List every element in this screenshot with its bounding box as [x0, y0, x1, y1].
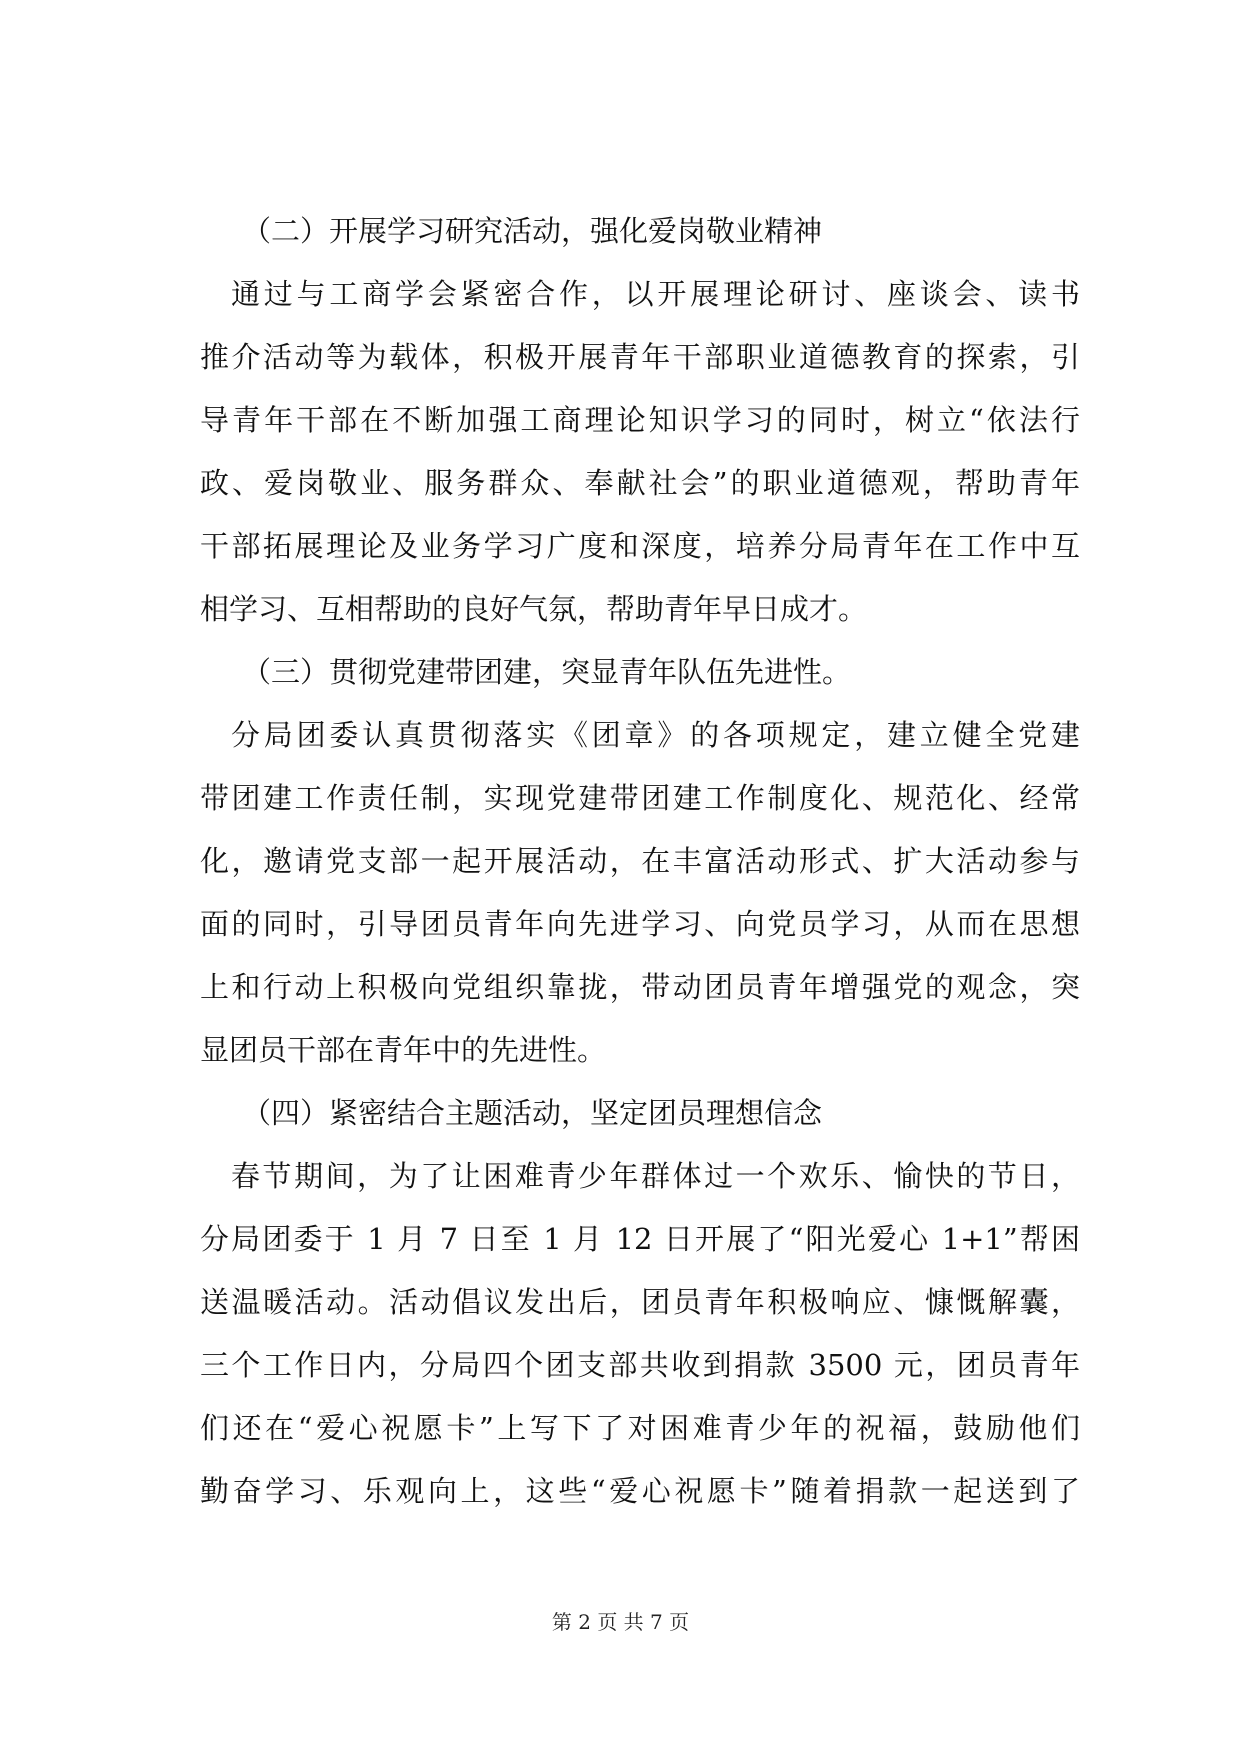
page-footer: 第 2 页 共 7 页: [551, 1610, 690, 1634]
paragraph-line: 通过与工商学会紧密合作，以开展理论研讨、座谈会、读书: [231, 277, 1080, 311]
paragraph-line: 们还在“爱心祝愿卡”上写下了对困难青少年的祝福，鼓励他们: [200, 1411, 1080, 1445]
paragraph-line: 相学习、互相帮助的良好气氛，帮助青年早日成才。: [200, 592, 868, 626]
paragraph-line: 化，邀请党支部一起开展活动，在丰富活动形式、扩大活动参与: [200, 844, 1080, 878]
section-heading: （三）贯彻党建带团建，突显青年队伍先进性。: [242, 655, 852, 689]
paragraph-line: 送温暖活动。活动倡议发出后，团员青年积极响应、慷慨解囊，: [200, 1285, 1080, 1319]
document-body: [200, 200, 1080, 1523]
paragraph-line: 显团员干部在青年中的先进性。: [200, 1033, 607, 1067]
section-heading: （二）开展学习研究活动，强化爱岗敬业精神: [242, 214, 823, 248]
paragraph-line: 推介活动等为载体，积极开展青年干部职业道德教育的探索，引: [200, 340, 1080, 374]
paragraph-line: 勤奋学习、乐观向上，这些“爱心祝愿卡”随着捐款一起送到了: [200, 1474, 1080, 1508]
paragraph-line: 分局团委于 1 月 7 日至 1 月 12 日开展了“阳光爱心 1+1”帮困: [200, 1222, 1080, 1256]
paragraph-line: 春节期间，为了让困难青少年群体过一个欢乐、愉快的节日，: [231, 1159, 1080, 1193]
section-heading: （四）紧密结合主题活动，坚定团员理想信念: [242, 1096, 823, 1130]
paragraph-line: 政、爱岗敬业、服务群众、奉献社会”的职业道德观，帮助青年: [200, 466, 1080, 500]
paragraph-line: 面的同时，引导团员青年向先进学习、向党员学习，从而在思想: [200, 907, 1080, 941]
paragraph-line: 上和行动上积极向党组织靠拢，带动团员青年增强党的观念，突: [200, 970, 1080, 1004]
paragraph-line: 带团建工作责任制，实现党建带团建工作制度化、规范化、经常: [200, 781, 1080, 815]
paragraph-line: 三个工作日内，分局四个团支部共收到捐款 3500 元，团员青年: [200, 1348, 1080, 1382]
paragraph-line: 干部拓展理论及业务学习广度和深度，培养分局青年在工作中互: [200, 529, 1080, 563]
paragraph-line: 导青年干部在不断加强工商理论知识学习的同时，树立“依法行: [200, 403, 1080, 437]
paragraph-line: 分局团委认真贯彻落实《团章》的各项规定，建立健全党建: [231, 718, 1080, 752]
